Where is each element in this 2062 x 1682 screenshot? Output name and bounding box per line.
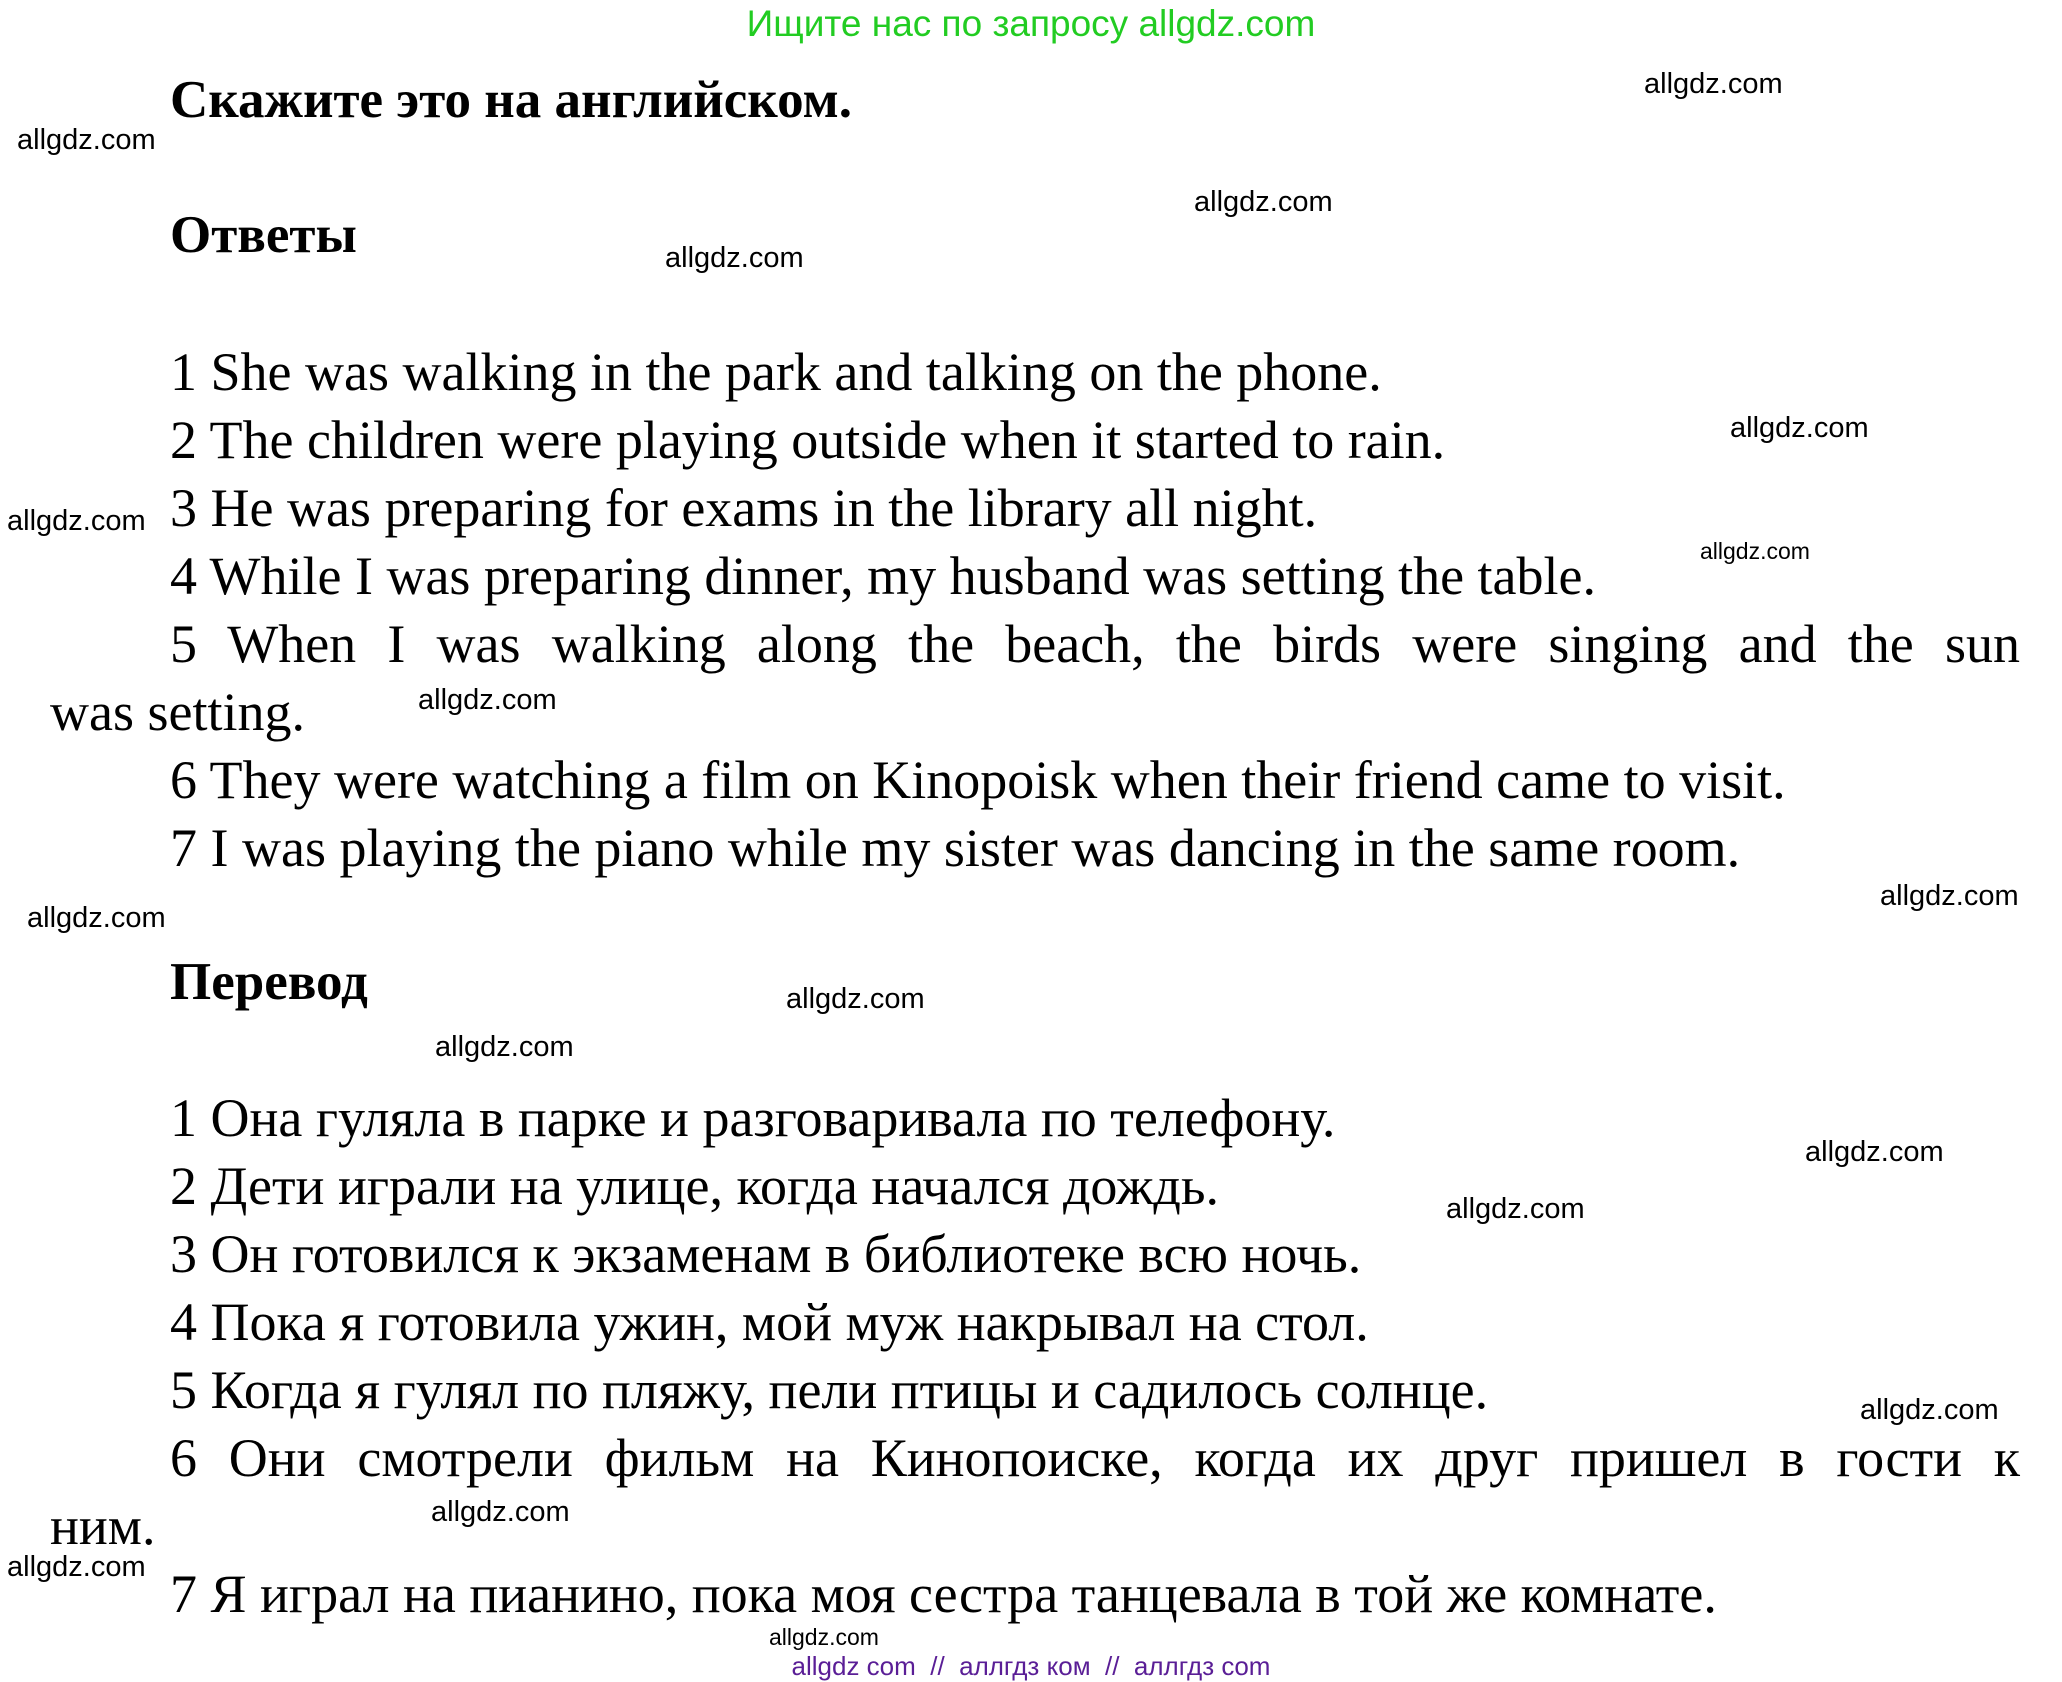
watermark: allgdz.com [435, 1031, 574, 1063]
watermark: allgdz.com [1805, 1136, 1944, 1168]
answer-line: 4 While I was preparing dinner, my husband was setting the table. [170, 546, 1596, 606]
watermark: allgdz.com [1644, 68, 1783, 100]
answer-line: 1 She was walking in the park and talking on the phone. [170, 342, 1382, 402]
translation-line: 2 Дети играли на улице, когда начался дождь. [170, 1156, 1219, 1216]
watermark: allgdz.com [27, 902, 166, 934]
answer-line: was setting. [50, 682, 305, 742]
watermark: allgdz.com [1860, 1394, 1999, 1426]
translation-line: 6 Они смотрели фильм на Кинопоиске, когда их друг пришел в гости к [170, 1428, 2020, 1488]
watermark: allgdz.com [786, 983, 925, 1015]
watermark: allgdz.com [7, 1551, 146, 1583]
translation-line: 7 Я играл на пианино, пока моя сестра танцевала в той же комнате. [170, 1564, 1717, 1624]
watermark: allgdz.com [418, 684, 557, 716]
watermark: allgdz.com [1194, 186, 1333, 218]
translation-line: ним. [50, 1496, 156, 1556]
watermark: allgdz.com [1446, 1193, 1585, 1225]
watermark: allgdz.com [1700, 538, 1810, 564]
answer-line: 7 I was playing the piano while my sister was dancing in the same room. [170, 818, 1741, 878]
translation-line: 1 Она гуляла в парке и разговаривала по телефону. [170, 1088, 1336, 1148]
answer-line: 5 When I was walking along the beach, the birds were singing and the sun [170, 614, 2020, 674]
translation-line: 4 Пока я готовила ужин, мой муж накрывал на стол. [170, 1292, 1369, 1352]
translation-heading: Перевод [170, 953, 368, 1011]
answers-heading: Ответы [170, 206, 357, 264]
bottom-banner-link[interactable]: allgdz com // аллгдз ком // аллгдз com [791, 1651, 1271, 1681]
watermark: allgdz.com [1880, 880, 2019, 912]
watermark: allgdz.com [1730, 412, 1869, 444]
translation-line: 3 Он готовился к экзаменам в библиотеке всю ночь. [170, 1224, 1362, 1284]
watermark: allgdz.com [7, 505, 146, 537]
translation-line: 5 Когда я гулял по пляжу, пели птицы и садилось солнце. [170, 1360, 1489, 1420]
answer-line: 3 He was preparing for exams in the library all night. [170, 478, 1318, 538]
top-banner-link[interactable]: Ищите нас по запросу allgdz.com [746, 3, 1316, 44]
watermark: allgdz.com [665, 242, 804, 274]
page-title: Скажите это на английском. [170, 71, 852, 129]
watermark: allgdz.com [431, 1496, 570, 1528]
answer-line: 6 They were watching a film on Kinopoisk when their friend came to visit. [170, 750, 1786, 810]
answer-line: 2 The children were playing outside when it started to rain. [170, 410, 1446, 470]
watermark: allgdz.com [769, 1624, 879, 1650]
watermark: allgdz.com [17, 124, 156, 156]
